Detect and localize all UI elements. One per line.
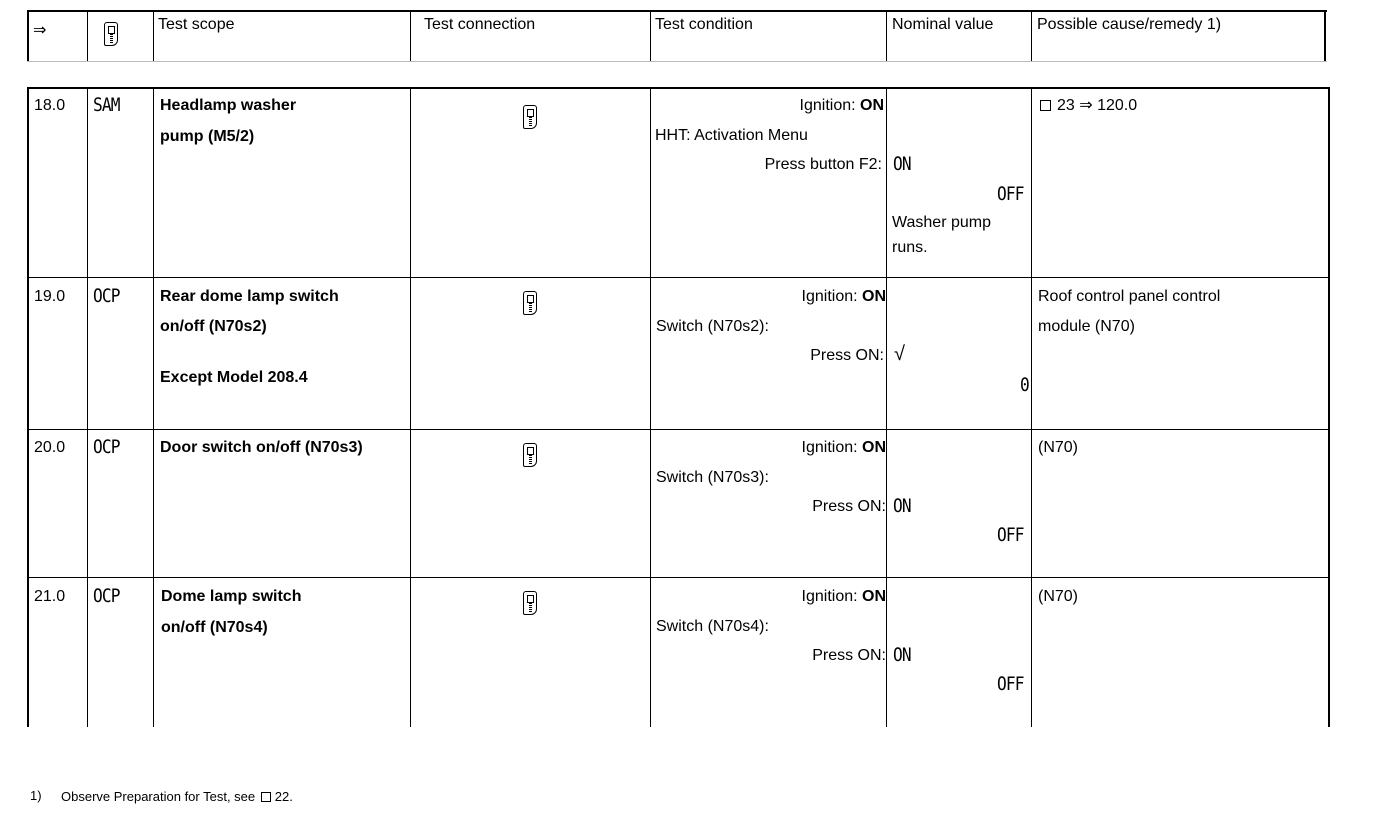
footnote-text: Observe Preparation for Test, see 22.: [61, 789, 293, 804]
condition-ignition: Ignition: ON: [801, 588, 886, 605]
tester-icon: [523, 291, 537, 315]
nominal-on: ON: [893, 495, 911, 517]
nominal-note: runs.: [892, 239, 928, 256]
condition-switch: Switch (N70s4):: [656, 618, 769, 635]
condition-switch: Switch (N70s2):: [656, 318, 769, 335]
condition-ignition: Ignition: ON: [801, 439, 886, 456]
nominal-on: ON: [893, 153, 911, 175]
tester-icon: [523, 105, 537, 129]
header-possible-cause: Possible cause/remedy 1): [1037, 16, 1222, 33]
book-ref-icon: [1040, 100, 1051, 111]
cause-line: (N70): [1038, 439, 1079, 456]
control-unit-code: OCP: [93, 285, 120, 307]
tester-icon: [523, 443, 537, 467]
tester-icon: [104, 22, 118, 46]
cause-line: module (N70): [1038, 318, 1135, 335]
condition-ignition: Ignition: ON: [801, 288, 886, 305]
nominal-off: OFF: [997, 183, 1024, 205]
footnote-mark: 1): [30, 788, 42, 803]
nominal-zero: 0: [1020, 374, 1029, 396]
nominal-off: OFF: [997, 673, 1024, 695]
test-scope-line: on/off (N70s2): [160, 318, 267, 335]
cause-line: Roof control panel control: [1038, 288, 1221, 305]
header-test-scope: Test scope: [158, 16, 235, 33]
condition-menu: HHT: Activation Menu: [655, 127, 808, 144]
condition-action: Press ON:: [810, 347, 884, 364]
test-scope-line: Except Model 208.4: [160, 369, 308, 386]
condition-switch: Switch (N70s3):: [656, 469, 769, 486]
condition-action: Press ON:: [812, 498, 886, 515]
row-number: 18.0: [34, 97, 66, 114]
test-scope-line: on/off (N70s4): [161, 619, 268, 636]
header-nominal-value: Nominal value: [892, 16, 994, 33]
row-number: 19.0: [34, 288, 66, 305]
nominal-note: Washer pump: [892, 214, 991, 231]
header-test-condition: Test condition: [655, 16, 753, 33]
cause-line: (N70): [1038, 588, 1079, 605]
control-unit-code: SAM: [93, 94, 120, 116]
condition-ignition: Ignition: ON: [799, 97, 884, 114]
nominal-off: OFF: [997, 524, 1024, 546]
row-number: 20.0: [34, 439, 66, 456]
nominal-on: ON: [893, 644, 911, 666]
test-scope-line: Rear dome lamp switch: [160, 288, 339, 305]
header-test-connection: Test connection: [424, 16, 536, 33]
control-unit-code: OCP: [93, 585, 120, 607]
row-number: 21.0: [34, 588, 66, 605]
test-scope-line: pump (M5/2): [160, 128, 255, 145]
condition-action: Press button F2:: [764, 156, 882, 173]
condition-action: Press ON:: [812, 647, 886, 664]
test-scope-line: Door switch on/off (N70s3): [160, 439, 363, 456]
control-unit-code: OCP: [93, 436, 120, 458]
test-scope-line: Headlamp washer: [160, 97, 297, 114]
nominal-check: √: [894, 343, 905, 365]
tester-icon: [523, 591, 537, 615]
book-ref-icon: [261, 792, 271, 802]
header-arrow: ⇒: [33, 22, 47, 39]
cause-ref: 23 ⇒ 120.0: [1040, 97, 1137, 115]
test-scope-line: Dome lamp switch: [161, 588, 302, 605]
